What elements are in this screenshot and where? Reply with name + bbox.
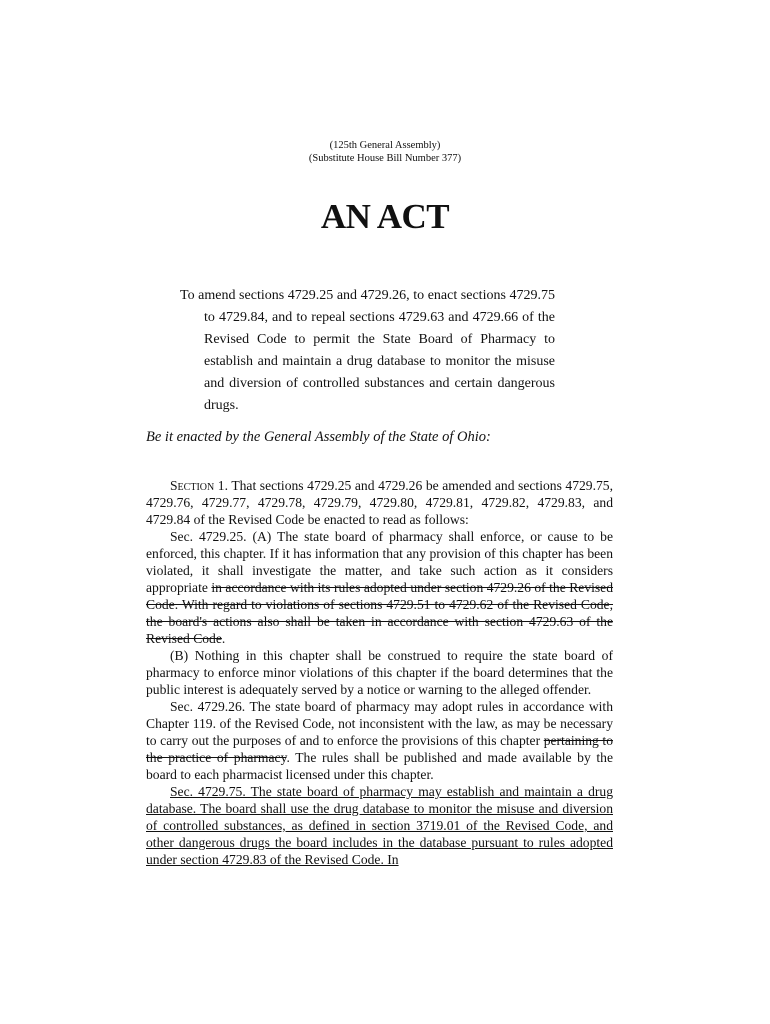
- sec-4729-25-text: Sec. 4729.25. (A) The state board of pharmacy shall enforce, or cause to be enforced, this chapter. If it has information that any provision of this chapter has been violated, it shall investigate the matter, and take such action as it considers appropriate: [146, 529, 613, 595]
- sec-4729-26-end: . The rules shall be published and made available by the board to each pharmacist licensed under this chapter.: [146, 750, 613, 782]
- sec-4729-25-paragraph-a: [146, 528, 613, 647]
- purpose-clause: [180, 285, 555, 417]
- general-assembly-line: (125th General Assembly): [329, 140, 441, 151]
- sec-4729-75-paragraph: [146, 783, 613, 868]
- purpose-text: To amend sections 4729.25 and 4729.26, to enact sections 4729.75 to 4729.84, and to repeal sections 4729.63 and 4729.66 of the Revised Code to permit the State Board of Pharmacy to establish and maintain a drug database to monitor the misuse and diversion of controlled substances and certain dangerous drugs.: [180, 288, 555, 413]
- section-1-text: 1. That sections 4729.25 and 4729.26 be amended and sections 4729.75, 4729.76, 4729.77, 4729.78, 4729.79, 4729.80, 4729.81, 4729.82, 4729.83, and 4729.84 of the Revised Code be enacted to read as follows:: [146, 478, 613, 527]
- enacting-clause: Be it enacted by the General Assembly of the State of Ohio:: [146, 429, 491, 445]
- sec-4729-26-paragraph: [146, 698, 613, 783]
- sec-4729-75-underlined-text: Sec. 4729.75. The state board of pharmacy may establish and maintain a drug database. The board shall use the drug database to monitor the misuse and diversion of controlled substances, as defined in section 3719.01 of the Revised Code, and other dangerous drugs the board includes in the database pursuant to rules adopted under section 4729.83 of the Revised Code. In: [146, 784, 613, 867]
- act-title: AN ACT: [320, 197, 450, 236]
- bill-body: [146, 477, 613, 868]
- section-1-paragraph: [146, 477, 613, 528]
- sec-4729-26-text: Sec. 4729.26. The state board of pharmacy may adopt rules in accordance with Chapter 119. of the Revised Code, not inconsistent with the law, as may be necessary to carry out the purposes of and to enforce the provisions of this chapter: [146, 699, 613, 748]
- sec-4729-25-paragraph-b: (B) Nothing in this chapter shall be construed to require the state board of pharmacy to enforce minor violations of this chapter if the board determines that the public interest is adequately served by a notice or warning to the alleged offender.: [146, 648, 613, 697]
- sec-4729-25-end: .: [221, 631, 226, 646]
- bill-number-line: (Substitute House Bill Number 377): [308, 153, 462, 164]
- bill-header: [0, 139, 770, 165]
- section-1-heading: Section: [170, 478, 215, 493]
- sec-4729-25-struck-text: in accordance with its rules adopted under section 4729.26 of the Revised Code. With regard to violations of sections 4729.51 to 4729.62 of the Revised Code, the board's actions also shall be taken in accordance with section 4729.63 of the Revised Code: [146, 580, 614, 646]
- sec-4729-26-struck-text: pertaining to the practice of pharmacy: [146, 733, 613, 765]
